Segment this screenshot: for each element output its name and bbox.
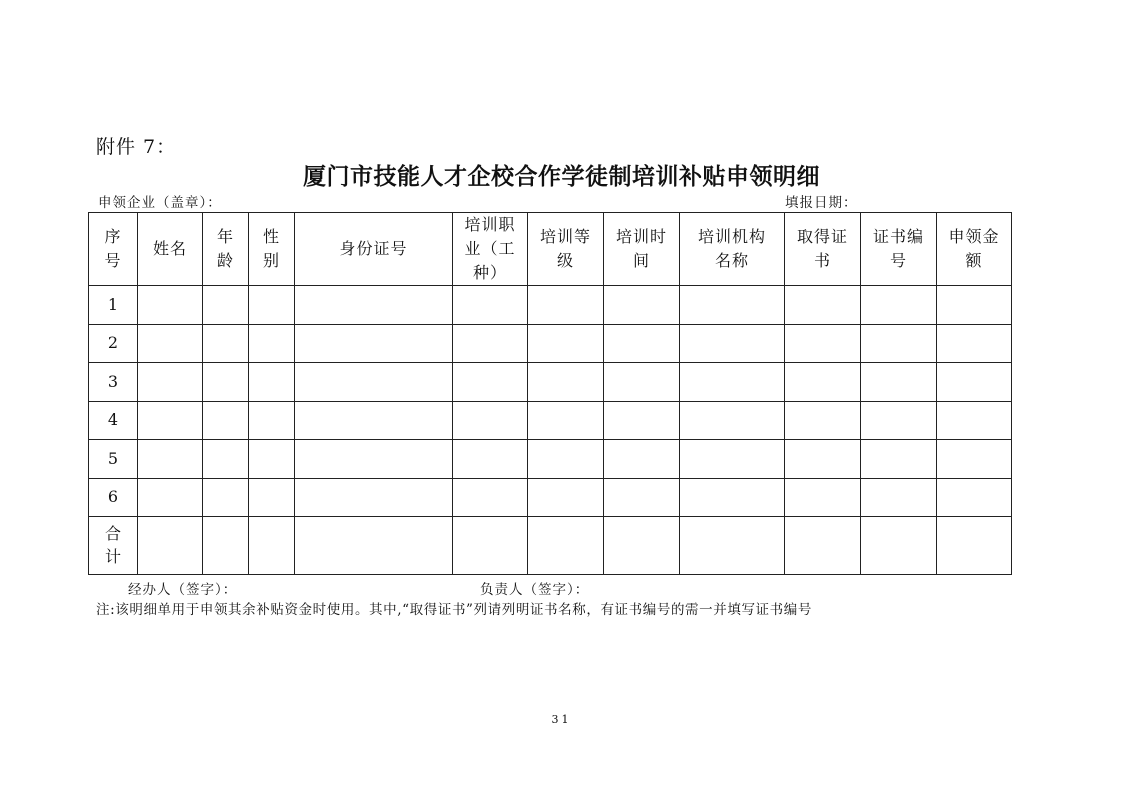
header-label: 培训机构 名称 (697, 227, 766, 270)
cell-training-level[interactable] (528, 517, 604, 575)
header-label: 年 龄 (216, 227, 234, 270)
cell-claim-amount[interactable] (937, 440, 1012, 479)
subsidy-detail-table (88, 212, 1012, 575)
header-age (203, 213, 249, 286)
header-label: 申领金 额 (948, 227, 1000, 270)
cell-name[interactable] (138, 478, 203, 517)
table-row (89, 478, 1012, 517)
cell-gender[interactable] (249, 324, 295, 363)
cell-training-level[interactable] (528, 363, 604, 402)
table-row (89, 324, 1012, 363)
cell-training-occupation[interactable] (453, 401, 528, 440)
header-serial-number (89, 213, 138, 286)
header-label: 姓名 (152, 239, 187, 258)
cell-training-occupation[interactable] (453, 324, 528, 363)
row-number: 2 (89, 324, 138, 363)
header-training-occupation (453, 213, 528, 286)
header-label: 培训时 间 (615, 227, 667, 270)
cell-id-number[interactable] (295, 363, 453, 402)
table-row (89, 363, 1012, 402)
cell-training-level[interactable] (528, 478, 604, 517)
cell-training-institution[interactable] (680, 440, 785, 479)
cell-training-occupation[interactable] (453, 286, 528, 325)
cell-training-level[interactable] (528, 401, 604, 440)
cell-training-institution[interactable] (680, 324, 785, 363)
cell-training-time[interactable] (604, 401, 680, 440)
cell-name[interactable] (138, 286, 203, 325)
cell-claim-amount[interactable] (937, 401, 1012, 440)
cell-training-time[interactable] (604, 286, 680, 325)
cell-certificate-obtained[interactable] (785, 363, 861, 402)
header-label: 序 号 (104, 227, 122, 270)
cell-name[interactable] (138, 440, 203, 479)
cell-training-level[interactable] (528, 324, 604, 363)
total-label-cell (89, 517, 138, 575)
cell-id-number[interactable] (295, 440, 453, 479)
cell-claim-amount[interactable] (937, 363, 1012, 402)
cell-claim-amount[interactable] (937, 517, 1012, 575)
header-id-number (295, 213, 453, 286)
cell-age[interactable] (203, 440, 249, 479)
header-label: 培训职 业（工 种） (464, 215, 516, 282)
header-training-time (604, 213, 680, 286)
row-number: 4 (89, 401, 138, 440)
cell-training-occupation[interactable] (453, 363, 528, 402)
table-header-row (89, 213, 1012, 286)
table-row (89, 286, 1012, 325)
handler-signature-label: 经办人（签字）： (128, 582, 238, 598)
cell-training-institution[interactable] (680, 478, 785, 517)
cell-age[interactable] (203, 478, 249, 517)
cell-training-time[interactable] (604, 324, 680, 363)
cell-id-number[interactable] (295, 517, 453, 575)
cell-training-occupation[interactable] (453, 478, 528, 517)
attachment-label: 附件 7： (96, 136, 177, 158)
cell-name[interactable] (138, 517, 203, 575)
table-row (89, 401, 1012, 440)
cell-certificate-obtained[interactable] (785, 401, 861, 440)
cell-training-level[interactable] (528, 286, 604, 325)
cell-name[interactable] (138, 324, 203, 363)
cell-certificate-number[interactable] (861, 478, 937, 517)
header-certificate-number (861, 213, 937, 286)
header-training-institution (680, 213, 785, 286)
row-number: 3 (89, 363, 138, 402)
header-label: 身份证号 (339, 239, 408, 258)
header-certificate-obtained (785, 213, 861, 286)
cell-gender[interactable] (249, 478, 295, 517)
header-name (138, 213, 203, 286)
cell-name[interactable] (138, 401, 203, 440)
header-label: 取得证 书 (796, 227, 848, 270)
row-number: 1 (89, 286, 138, 325)
cell-certificate-obtained[interactable] (785, 440, 861, 479)
responsible-signature-label: 负责人（签字）： (480, 582, 590, 598)
cell-training-institution[interactable] (680, 363, 785, 402)
company-seal-label: 申领企业（盖章）： (98, 195, 222, 211)
cell-certificate-obtained[interactable] (785, 324, 861, 363)
cell-id-number[interactable] (295, 324, 453, 363)
cell-certificate-number[interactable] (861, 286, 937, 325)
header-label: 性 别 (262, 227, 280, 270)
cell-certificate-number[interactable] (861, 517, 937, 575)
page-number: 31 (551, 713, 572, 726)
cell-certificate-number[interactable] (861, 324, 937, 363)
cell-claim-amount[interactable] (937, 478, 1012, 517)
cell-certificate-number[interactable] (861, 363, 937, 402)
cell-name[interactable] (138, 363, 203, 402)
header-label: 培训等 级 (539, 227, 591, 270)
cell-certificate-obtained[interactable] (785, 478, 861, 517)
cell-training-time[interactable] (604, 478, 680, 517)
cell-gender[interactable] (249, 517, 295, 575)
row-number: 6 (89, 478, 138, 517)
total-label: 合 计 (104, 524, 121, 566)
cell-training-time[interactable] (604, 363, 680, 402)
cell-claim-amount[interactable] (937, 324, 1012, 363)
cell-id-number[interactable] (295, 286, 453, 325)
cell-gender[interactable] (249, 401, 295, 440)
cell-training-level[interactable] (528, 440, 604, 479)
cell-age[interactable] (203, 324, 249, 363)
footnote: 注:该明细单用于申领其余补贴资金时使用。其中,“取得证书”列请列明证书名称，有证书编号的需一并填写证书编号 (96, 602, 812, 618)
cell-gender[interactable] (249, 286, 295, 325)
cell-id-number[interactable] (295, 478, 453, 517)
header-claim-amount (937, 213, 1012, 286)
fill-date-label: 填报日期： (785, 195, 858, 211)
cell-certificate-number[interactable] (861, 440, 937, 479)
cell-gender[interactable] (249, 440, 295, 479)
header-training-level (528, 213, 604, 286)
cell-id-number[interactable] (295, 401, 453, 440)
cell-certificate-obtained[interactable] (785, 517, 861, 575)
cell-training-occupation[interactable] (453, 517, 528, 575)
cell-training-institution[interactable] (680, 286, 785, 325)
header-label: 证书编 号 (872, 227, 924, 270)
cell-certificate-number[interactable] (861, 401, 937, 440)
table-row (89, 440, 1012, 479)
cell-age[interactable] (203, 363, 249, 402)
row-number: 5 (89, 440, 138, 479)
cell-certificate-obtained[interactable] (785, 286, 861, 325)
cell-training-occupation[interactable] (453, 440, 528, 479)
header-gender (249, 213, 295, 286)
cell-age[interactable] (203, 517, 249, 575)
cell-training-institution[interactable] (680, 517, 785, 575)
cell-training-time[interactable] (604, 517, 680, 575)
cell-training-time[interactable] (604, 440, 680, 479)
total-row (89, 517, 1012, 575)
cell-training-institution[interactable] (680, 401, 785, 440)
cell-gender[interactable] (249, 363, 295, 402)
page-title: 厦门市技能人才企校合作学徒制培训补贴申领明细 (303, 164, 820, 190)
cell-claim-amount[interactable] (937, 286, 1012, 325)
cell-age[interactable] (203, 401, 249, 440)
cell-age[interactable] (203, 286, 249, 325)
